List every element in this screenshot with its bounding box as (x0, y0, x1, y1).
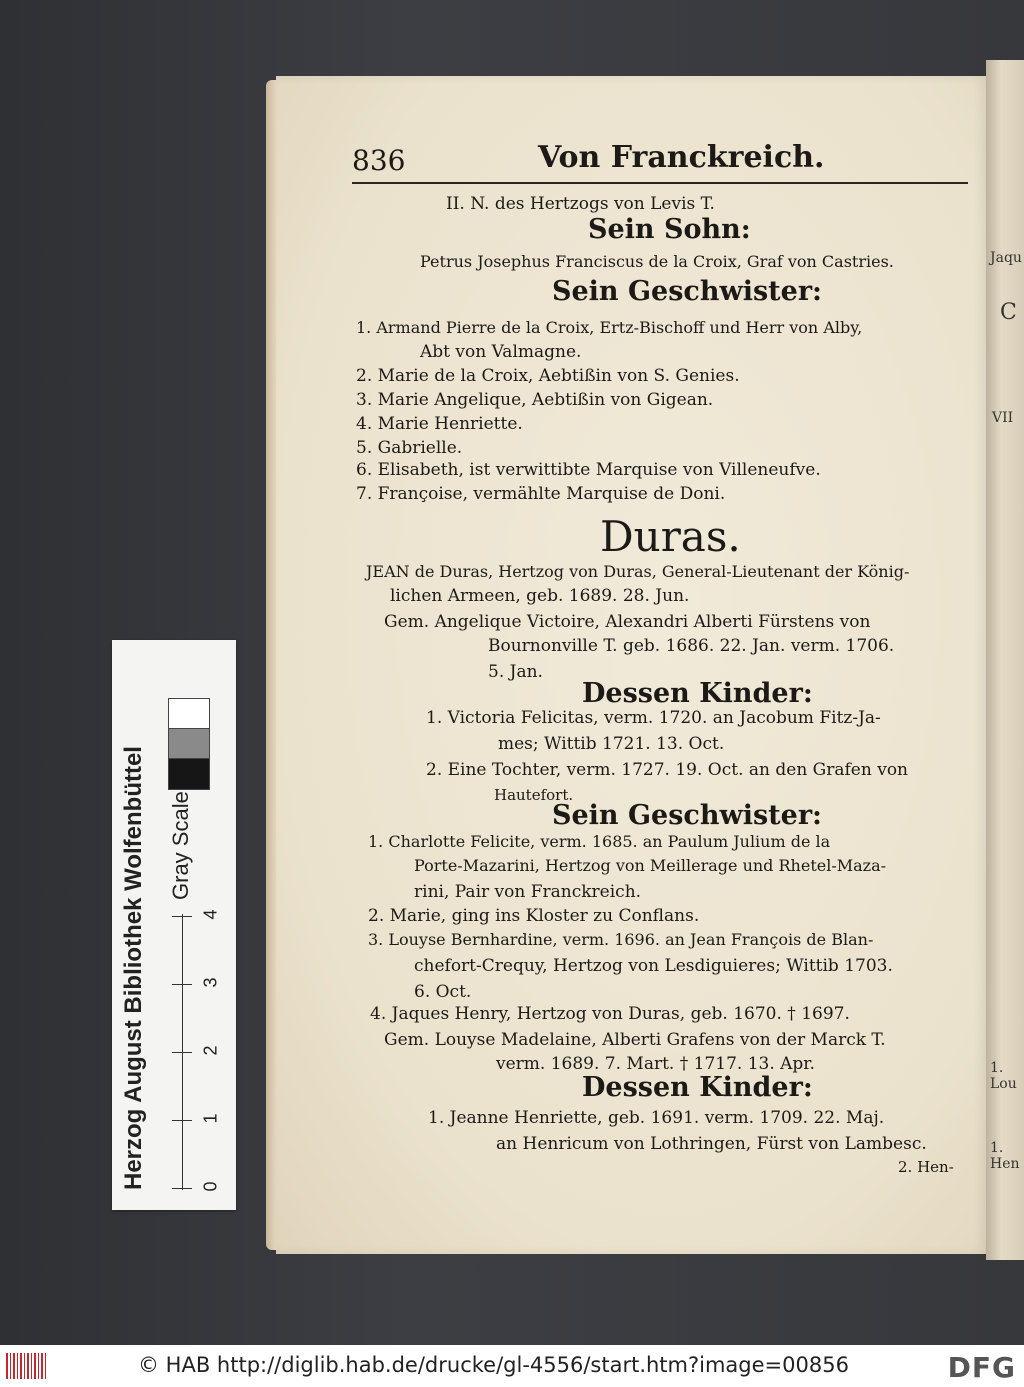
card-title: Herzog August Bibliothek Wolfenbüttel (120, 746, 147, 1190)
catchword: 2. Hen- (898, 1158, 954, 1176)
text-line: verm. 1689. 7. Mart. † 1717. 13. Apr. (496, 1054, 815, 1074)
text-line: chefort-Crequy, Hertzog von Lesdiguieres; Wittib 1703. (414, 956, 893, 976)
text-line: rini, Pair von Franckreich. (414, 882, 642, 902)
text-line: 5. Jan. (488, 662, 543, 682)
section-heading: Sein Sohn: (588, 214, 751, 245)
text-line: 1. Victoria Felicitas, verm. 1720. an Jacobum Fitz-Ja- (426, 708, 881, 728)
text-line: 2. Marie, ging ins Kloster zu Conflans. (368, 906, 700, 926)
ruler-tick (172, 1120, 192, 1121)
copyright-link[interactable]: © HAB http://diglib.hab.de/drucke/gl-4556/start.htm?image=00856 (138, 1353, 849, 1377)
text-line: 7. Françoise, vermählte Marquise de Doni. (356, 484, 726, 504)
ruler-number: 3 (200, 977, 221, 988)
text-line: Bournonville T. geb. 1686. 22. Jan. verm. 1706. (488, 636, 895, 656)
text-line: 4. Jaques Henry, Hertzog von Duras, geb. 1670. † 1697. (370, 1004, 850, 1024)
dfg-logo: DFG (947, 1351, 1016, 1384)
text-line: 6. Elisabeth, ist verwittibte Marquise von Villeneufve. (356, 460, 821, 480)
header-rule (352, 182, 968, 184)
text-line: 5. Gabrielle. (356, 438, 463, 458)
text-line: Hautefort. (494, 786, 574, 804)
ruler-tick (172, 984, 192, 985)
text-line: Petrus Josephus Franciscus de la Croix, Graf von Castries. (420, 252, 894, 271)
text-line: JEAN de Duras, Hertzog von Duras, General-Lieutenant der König- (366, 562, 910, 581)
ruler-tick (172, 1052, 192, 1053)
text-line: 2. Marie de la Croix, Aebtißin von S. Genies. (356, 366, 740, 386)
text-line: II. N. des Hertzogs von Levis T. (446, 194, 715, 214)
text-line: Abt von Valmagne. (420, 342, 582, 362)
ruler-tick (172, 916, 192, 917)
text-line: an Henricum von Lothringen, Fürst von Lambesc. (496, 1134, 927, 1154)
section-heading: Dessen Kinder: (582, 678, 813, 709)
gray-scale-card (112, 640, 236, 1210)
swatch-black (168, 758, 210, 790)
text-line: Gem. Louyse Madelaine, Alberti Grafens von der Marck T. (384, 1030, 886, 1050)
swatch-white (168, 698, 210, 730)
text-line: 1. Charlotte Felicite, verm. 1685. an Paulum Julium de la (368, 832, 831, 851)
section-heading: Sein Geschwister: (552, 276, 823, 307)
running-title: Von Franckreich. (538, 140, 825, 175)
page-number: 836 (352, 144, 406, 177)
section-heading: Sein Geschwister: (552, 800, 823, 831)
text-line: 4. Marie Henriette. (356, 414, 523, 434)
ruler-number: 4 (200, 909, 221, 920)
facing-page-fragments: Jaqu C VII 1. Lou 1. Hen (990, 250, 1022, 1172)
ruler-tick (172, 1188, 192, 1189)
text-line: mes; Wittib 1721. 13. Oct. (498, 734, 725, 754)
text-line: 3. Louyse Bernhardine, verm. 1696. an Jean François de Blan- (368, 930, 874, 949)
card-subtitle: Gray Scale (168, 791, 193, 900)
swatch-gray (168, 728, 210, 760)
ruler-number: 2 (200, 1045, 221, 1056)
text-line: 3. Marie Angelique, Aebtißin von Gigean. (356, 390, 714, 410)
text-line: 1. Armand Pierre de la Croix, Ertz-Bischoff und Herr von Alby, (356, 318, 863, 337)
text-line: Gem. Angelique Victoire, Alexandri Alberti Fürstens von (384, 612, 871, 632)
section-heading: Dessen Kinder: (582, 1072, 813, 1103)
ruler-number: 0 (200, 1181, 221, 1192)
text-line: 1. Jeanne Henriette, geb. 1691. verm. 1709. 22. Maj. (428, 1108, 885, 1128)
hab-logo-icon (6, 1353, 48, 1379)
footer-bar (0, 1345, 1024, 1387)
text-line: 6. Oct. (414, 982, 472, 1002)
text-line: Porte-Mazarini, Hertzog von Meillerage und Rhetel-Maza- (414, 856, 887, 875)
text-line: lichen Armeen, geb. 1689. 28. Jun. (390, 586, 690, 606)
ruler-number: 1 (200, 1113, 221, 1124)
section-title: Duras. (600, 512, 741, 561)
text-line: 2. Eine Tochter, verm. 1727. 19. Oct. an den Grafen von (426, 760, 909, 780)
